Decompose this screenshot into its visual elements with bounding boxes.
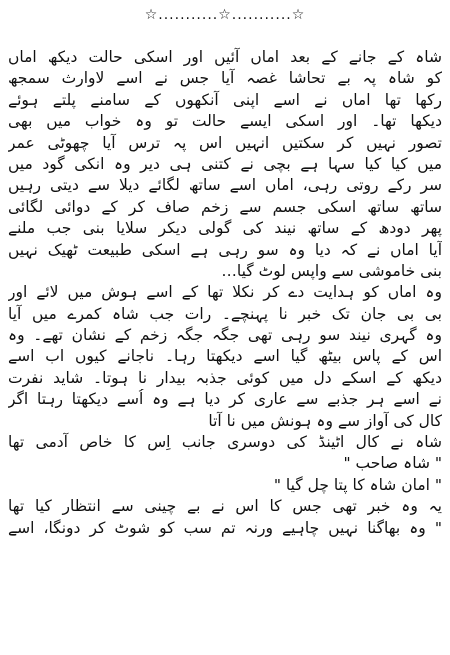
text-line: " وہ بھاگنا نہیں چاہیے ورنہ تم سب کو شوٹ کر دونگا، اسے [8,518,442,537]
text-line: " امان شاہ کا پتا چل گیا " [273,475,442,494]
text-line: نے اسے ہر جذبے سے عاری کر دیا ہے وہ اُسے دیکھتا رہتا اگر [8,390,442,409]
text-line: دیکھ کے اسکے دل میں کوئی جذبہ بیدار نا ہوتا۔ شاید نفرت [8,368,442,387]
text-line: کال کی آواز سے وہ ہونش میں نا آتا [208,411,442,430]
text-line: رکھا تھا اماں نے اسے اپنی آنکھوں کے سامنے پلتے ہوئے [8,90,442,109]
novel-text [8,47,442,539]
star-separator: ☆...........☆...........☆ [144,7,306,23]
text-line: سر رکے روتی رہی، اماں اسے ساتھ لگائے دیلا سے دیتی رہیں [8,176,442,195]
text-line: دیکھا تھا۔ اور اسکی ایسے حالت تو وہ خواب میں بھی [8,112,442,131]
text-line: آیا اماں نے کہ دیا وہ سو رہی ہے اسکی طبیعت ٹھیک نہیں [8,240,442,259]
text-line: کو شاہ پہ بے تحاشا غصہ آیا جس نے اسے لاوارث سمجھ [8,69,442,88]
text-line: تصور نہیں کر سکتیں انہیں اس پہ ترس آیا چھوٹی عمر [8,133,442,152]
text-line: وہ گہری نیند سو رہی تھی جگہ جگہ زخم کے نشان تھے۔ وہ [8,326,442,345]
text-line: پھر دودھ کے ساتھ نیند کی گولی دیکر سلایا بنی جب ملنے [8,219,442,238]
text-line: بنی خاموشی سے واپس لوٹ گیا… [221,261,442,280]
text-line: شاہ نے کال اٹینڈ کی دوسری جانب اِس کا خاص آدمی تھا [8,433,442,452]
text-line: میں کیا کیا سہا ہے بچی نے کتنی ہی دیر وہ انکی گود میں [8,154,442,173]
text-line: یہ وہ خبر تھی جس کا اس نے بے چینی سے انتظار کیا تھا [8,497,442,516]
text-line: ساتھ ساتھ اسکی جسم سے زخم صاف کر کے دوائی لگائی [8,197,442,216]
text-line: شاہ کے جانے کے بعد اماں آئیں اور اسکی حالت دیکھ اماں [8,48,442,66]
text-line: وہ اماں کو ہدایت دے کر نکلا تھا کے اسے ہوش میں لائے اور [8,283,442,302]
text-line: بی بی جان تک خبر نا پہنچے۔ رات جب شاہ کمرے میں آیا [8,304,442,323]
text-line: " شاہ صاحب " [343,454,442,473]
text-line: اس کے پاس بیٹھ گیا اسے دیکھتا رہا۔ ناجانے کیوں اب اسے [8,347,442,366]
